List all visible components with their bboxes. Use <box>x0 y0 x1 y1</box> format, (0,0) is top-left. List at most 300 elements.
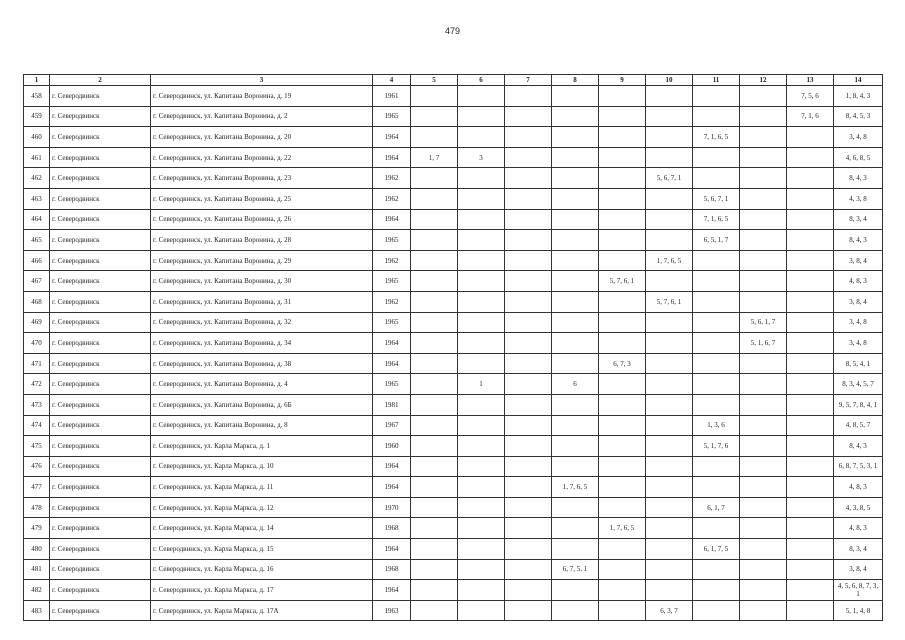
col14-cell: 8, 4, 5, 3 <box>834 106 883 127</box>
col8-cell <box>552 456 599 477</box>
col14-cell: 8, 4, 3 <box>834 436 883 457</box>
col6-cell <box>458 271 505 292</box>
col12-cell <box>740 436 787 457</box>
col13-cell <box>787 168 834 189</box>
col7-cell <box>505 127 552 148</box>
col6-cell <box>458 333 505 354</box>
col13-cell: 7, 5, 6 <box>787 86 834 107</box>
col14-cell: 4, 8, 3 <box>834 271 883 292</box>
col11-cell <box>693 559 740 580</box>
year-cell: 1965 <box>373 230 411 251</box>
year-cell: 1965 <box>373 312 411 333</box>
col10-cell <box>646 497 693 518</box>
table-body <box>24 86 883 621</box>
col14-cell: 3, 4, 8 <box>834 333 883 354</box>
col8-cell <box>552 333 599 354</box>
address-cell: г. Северодвинск, ул. Капитана Воронина, д. 4 <box>151 374 373 395</box>
address-cell: г. Северодвинск, ул. Капитана Воронина, д. 8 <box>151 415 373 436</box>
row-number-cell: 465 <box>24 230 50 251</box>
col7-cell <box>505 600 552 621</box>
page-number: 479 <box>444 26 461 36</box>
table-row <box>24 147 883 168</box>
col9-cell <box>599 539 646 560</box>
table-row <box>24 127 883 148</box>
col8-cell: 6 <box>552 374 599 395</box>
col7-cell <box>505 539 552 560</box>
col9-cell <box>599 559 646 580</box>
col13-cell <box>787 580 834 601</box>
city-cell: г. Северодвинск <box>50 147 151 168</box>
table-row <box>24 333 883 354</box>
col8-cell <box>552 580 599 601</box>
col11-cell: 5, 6, 7, 1 <box>693 188 740 209</box>
col7-cell <box>505 168 552 189</box>
col6-cell <box>458 127 505 148</box>
address-cell: г. Северодвинск, ул. Капитана Воронина, д. 32 <box>151 312 373 333</box>
col14-cell: 8, 4, 3 <box>834 168 883 189</box>
col14-cell: 3, 4, 8 <box>834 127 883 148</box>
col13-cell <box>787 209 834 230</box>
col5-cell <box>411 291 458 312</box>
city-cell: г. Северодвинск <box>50 394 151 415</box>
col12-cell <box>740 168 787 189</box>
col9-cell <box>599 209 646 230</box>
col10-cell <box>646 271 693 292</box>
col12-cell <box>740 86 787 107</box>
col8-cell <box>552 436 599 457</box>
col6-cell <box>458 497 505 518</box>
year-cell: 1967 <box>373 415 411 436</box>
col11-cell: 1, 3, 6 <box>693 415 740 436</box>
year-cell: 1964 <box>373 353 411 374</box>
col12-cell <box>740 147 787 168</box>
col10-cell <box>646 436 693 457</box>
row-number-cell: 460 <box>24 127 50 148</box>
city-cell: г. Северодвинск <box>50 580 151 601</box>
row-number-cell: 475 <box>24 436 50 457</box>
city-cell: г. Северодвинск <box>50 539 151 560</box>
row-number-cell: 479 <box>24 518 50 539</box>
city-cell: г. Северодвинск <box>50 456 151 477</box>
col13-cell <box>787 415 834 436</box>
col9-cell <box>599 374 646 395</box>
address-cell: г. Северодвинск, ул. Капитана Воронина, д. 31 <box>151 291 373 312</box>
column-header: 6 <box>458 75 505 86</box>
row-number-cell: 458 <box>24 86 50 107</box>
col10-cell <box>646 394 693 415</box>
city-cell: г. Северодвинск <box>50 127 151 148</box>
col14-cell: 3, 8, 4 <box>834 559 883 580</box>
address-cell: г. Северодвинск, ул. Капитана Воронина, д. 29 <box>151 250 373 271</box>
col7-cell <box>505 230 552 251</box>
col11-cell <box>693 250 740 271</box>
col10-cell <box>646 580 693 601</box>
col9-cell <box>599 600 646 621</box>
col5-cell <box>411 436 458 457</box>
col10-cell <box>646 209 693 230</box>
year-cell: 1964 <box>373 580 411 601</box>
table-row <box>24 580 883 601</box>
column-header: 8 <box>552 75 599 86</box>
col8-cell <box>552 188 599 209</box>
address-cell: г. Северодвинск, ул. Карла Маркса, д. 11 <box>151 477 373 498</box>
col9-cell <box>599 456 646 477</box>
col7-cell <box>505 456 552 477</box>
col7-cell <box>505 497 552 518</box>
address-cell: г. Северодвинск, ул. Капитана Воронина, д. 20 <box>151 127 373 148</box>
col5-cell <box>411 106 458 127</box>
col13-cell <box>787 271 834 292</box>
col12-cell <box>740 374 787 395</box>
col8-cell <box>552 415 599 436</box>
table-row <box>24 86 883 107</box>
col6-cell <box>458 291 505 312</box>
row-number-cell: 476 <box>24 456 50 477</box>
col9-cell <box>599 230 646 251</box>
col8-cell: 1, 7, 6, 5 <box>552 477 599 498</box>
col13-cell <box>787 600 834 621</box>
col14-cell: 6, 8, 7, 5, 3, 1 <box>834 456 883 477</box>
row-number-cell: 470 <box>24 333 50 354</box>
col5-cell <box>411 188 458 209</box>
table-row <box>24 477 883 498</box>
col5-cell <box>411 250 458 271</box>
table-row <box>24 559 883 580</box>
col10-cell <box>646 477 693 498</box>
row-number-cell: 472 <box>24 374 50 395</box>
table-row <box>24 497 883 518</box>
row-number-cell: 474 <box>24 415 50 436</box>
col5-cell <box>411 230 458 251</box>
col12-cell <box>740 539 787 560</box>
city-cell: г. Северодвинск <box>50 250 151 271</box>
year-cell: 1962 <box>373 168 411 189</box>
col11-cell: 6, 1, 7, 5 <box>693 539 740 560</box>
city-cell: г. Северодвинск <box>50 374 151 395</box>
city-cell: г. Северодвинск <box>50 518 151 539</box>
col5-cell <box>411 518 458 539</box>
col10-cell <box>646 230 693 251</box>
row-number-cell: 466 <box>24 250 50 271</box>
col11-cell: 6, 1, 7 <box>693 497 740 518</box>
col10-cell <box>646 333 693 354</box>
row-number-cell: 464 <box>24 209 50 230</box>
col7-cell <box>505 147 552 168</box>
col10-cell: 5, 7, 6, 1 <box>646 291 693 312</box>
column-header: 9 <box>599 75 646 86</box>
column-header: 12 <box>740 75 787 86</box>
col7-cell <box>505 477 552 498</box>
address-cell: г. Северодвинск, ул. Капитана Воронина, д. 2 <box>151 106 373 127</box>
col9-cell <box>599 436 646 457</box>
col10-cell <box>646 188 693 209</box>
col12-cell <box>740 456 787 477</box>
col7-cell <box>505 250 552 271</box>
col8-cell <box>552 353 599 374</box>
year-cell: 1968 <box>373 559 411 580</box>
city-cell: г. Северодвинск <box>50 477 151 498</box>
col12-cell <box>740 291 787 312</box>
col8-cell <box>552 168 599 189</box>
col11-cell <box>693 86 740 107</box>
col9-cell <box>599 147 646 168</box>
col12-cell <box>740 394 787 415</box>
year-cell: 1962 <box>373 188 411 209</box>
row-number-cell: 463 <box>24 188 50 209</box>
col7-cell <box>505 291 552 312</box>
col5-cell <box>411 559 458 580</box>
col14-cell: 8, 3, 4 <box>834 209 883 230</box>
year-cell: 1964 <box>373 147 411 168</box>
city-cell: г. Северодвинск <box>50 168 151 189</box>
col6-cell <box>458 188 505 209</box>
col9-cell <box>599 250 646 271</box>
col6-cell <box>458 456 505 477</box>
col13-cell <box>787 456 834 477</box>
col5-cell <box>411 209 458 230</box>
col5-cell <box>411 600 458 621</box>
col7-cell <box>505 333 552 354</box>
col12-cell <box>740 188 787 209</box>
col13-cell <box>787 353 834 374</box>
address-cell: г. Северодвинск, ул. Капитана Воронина, д. 28 <box>151 230 373 251</box>
table-row <box>24 271 883 292</box>
col8-cell <box>552 209 599 230</box>
col11-cell <box>693 600 740 621</box>
col13-cell <box>787 312 834 333</box>
row-number-cell: 481 <box>24 559 50 580</box>
table-row <box>24 188 883 209</box>
col9-cell: 6, 7, 3 <box>599 353 646 374</box>
table-row <box>24 230 883 251</box>
address-cell: г. Северодвинск, ул. Карла Маркса, д. 1 <box>151 436 373 457</box>
col11-cell <box>693 291 740 312</box>
col10-cell <box>646 353 693 374</box>
header-row <box>24 75 883 86</box>
col7-cell <box>505 559 552 580</box>
city-cell: г. Северодвинск <box>50 209 151 230</box>
address-cell: г. Северодвинск, ул. Капитана Воронина, д. 25 <box>151 188 373 209</box>
table-row <box>24 209 883 230</box>
col14-cell: 4, 3, 8, 5 <box>834 497 883 518</box>
col12-cell <box>740 271 787 292</box>
col6-cell <box>458 394 505 415</box>
column-header: 2 <box>50 75 151 86</box>
row-number-cell: 478 <box>24 497 50 518</box>
address-cell: г. Северодвинск, ул. Капитана Воронина, д. 34 <box>151 333 373 354</box>
col9-cell: 5, 7, 6, 1 <box>599 271 646 292</box>
col13-cell <box>787 539 834 560</box>
col8-cell <box>552 147 599 168</box>
col8-cell <box>552 250 599 271</box>
address-cell: г. Северодвинск, ул. Капитана Воронина, д. 30 <box>151 271 373 292</box>
city-cell: г. Северодвинск <box>50 415 151 436</box>
table-row <box>24 291 883 312</box>
col8-cell <box>552 291 599 312</box>
col11-cell <box>693 477 740 498</box>
col11-cell: 6, 5, 1, 7 <box>693 230 740 251</box>
col12-cell: 5, 1, 6, 7 <box>740 333 787 354</box>
address-cell: г. Северодвинск, ул. Капитана Воронина, д. 38 <box>151 353 373 374</box>
col11-cell: 5, 1, 7, 6 <box>693 436 740 457</box>
year-cell: 1960 <box>373 436 411 457</box>
col11-cell <box>693 374 740 395</box>
col10-cell <box>646 86 693 107</box>
col7-cell <box>505 436 552 457</box>
col13-cell <box>787 188 834 209</box>
col10-cell: 1, 7, 6, 5 <box>646 250 693 271</box>
col11-cell <box>693 353 740 374</box>
col6-cell <box>458 209 505 230</box>
col14-cell: 3, 8, 4 <box>834 291 883 312</box>
col6-cell <box>458 539 505 560</box>
col11-cell <box>693 106 740 127</box>
col7-cell <box>505 106 552 127</box>
row-number-cell: 468 <box>24 291 50 312</box>
col5-cell <box>411 353 458 374</box>
col10-cell <box>646 106 693 127</box>
col10-cell <box>646 539 693 560</box>
address-cell: г. Северодвинск, ул. Карла Маркса, д. 15 <box>151 539 373 560</box>
col8-cell: 6, 7, 5, 1 <box>552 559 599 580</box>
col7-cell <box>505 580 552 601</box>
col13-cell <box>787 477 834 498</box>
col8-cell <box>552 86 599 107</box>
address-cell: г. Северодвинск, ул. Капитана Воронина, д. 6Б <box>151 394 373 415</box>
col12-cell <box>740 209 787 230</box>
col7-cell <box>505 518 552 539</box>
col6-cell <box>458 477 505 498</box>
col5-cell <box>411 415 458 436</box>
col10-cell: 5, 6, 7, 1 <box>646 168 693 189</box>
year-cell: 1964 <box>373 539 411 560</box>
table-row <box>24 168 883 189</box>
table-row <box>24 436 883 457</box>
col13-cell <box>787 436 834 457</box>
col11-cell <box>693 456 740 477</box>
row-number-cell: 473 <box>24 394 50 415</box>
year-cell: 1964 <box>373 456 411 477</box>
col14-cell: 4, 6, 8, 5 <box>834 147 883 168</box>
col5-cell <box>411 127 458 148</box>
col14-cell: 8, 4, 3 <box>834 230 883 251</box>
city-cell: г. Северодвинск <box>50 230 151 251</box>
col5-cell <box>411 456 458 477</box>
col12-cell <box>740 497 787 518</box>
col10-cell <box>646 147 693 168</box>
col12-cell <box>740 600 787 621</box>
col10-cell <box>646 456 693 477</box>
table-row <box>24 456 883 477</box>
col9-cell <box>599 312 646 333</box>
year-cell: 1962 <box>373 291 411 312</box>
year-cell: 1970 <box>373 497 411 518</box>
city-cell: г. Северодвинск <box>50 86 151 107</box>
year-cell: 1965 <box>373 106 411 127</box>
col12-cell <box>740 127 787 148</box>
col13-cell <box>787 374 834 395</box>
col12-cell <box>740 106 787 127</box>
col7-cell <box>505 271 552 292</box>
city-cell: г. Северодвинск <box>50 436 151 457</box>
col9-cell <box>599 394 646 415</box>
col5-cell <box>411 312 458 333</box>
col14-cell: 8, 3, 4, 5, 7 <box>834 374 883 395</box>
col7-cell <box>505 415 552 436</box>
address-cell: г. Северодвинск, ул. Капитана Воронина, д. 19 <box>151 86 373 107</box>
col9-cell <box>599 477 646 498</box>
city-cell: г. Северодвинск <box>50 312 151 333</box>
col6-cell <box>458 580 505 601</box>
col11-cell: 7, 1, 6, 5 <box>693 209 740 230</box>
col7-cell <box>505 209 552 230</box>
city-cell: г. Северодвинск <box>50 291 151 312</box>
address-cell: г. Северодвинск, ул. Карла Маркса, д. 10 <box>151 456 373 477</box>
city-cell: г. Северодвинск <box>50 271 151 292</box>
col8-cell <box>552 312 599 333</box>
address-cell: г. Северодвинск, ул. Капитана Воронина, д. 26 <box>151 209 373 230</box>
year-cell: 1964 <box>373 477 411 498</box>
table-row <box>24 374 883 395</box>
row-number-cell: 480 <box>24 539 50 560</box>
col7-cell <box>505 312 552 333</box>
col5-cell <box>411 497 458 518</box>
col8-cell <box>552 394 599 415</box>
col11-cell <box>693 580 740 601</box>
col12-cell <box>740 477 787 498</box>
col5-cell <box>411 333 458 354</box>
row-number-cell: 459 <box>24 106 50 127</box>
col13-cell <box>787 230 834 251</box>
col8-cell <box>552 106 599 127</box>
col12-cell <box>740 559 787 580</box>
city-cell: г. Северодвинск <box>50 106 151 127</box>
col5-cell <box>411 374 458 395</box>
row-number-cell: 469 <box>24 312 50 333</box>
col11-cell <box>693 312 740 333</box>
col11-cell <box>693 168 740 189</box>
column-header: 11 <box>693 75 740 86</box>
col10-cell <box>646 559 693 580</box>
year-cell: 1961 <box>373 86 411 107</box>
col14-cell: 8, 5, 4, 1 <box>834 353 883 374</box>
column-header: 4 <box>373 75 411 86</box>
col14-cell: 9, 5, 7, 8, 4, 1 <box>834 394 883 415</box>
column-header: 7 <box>505 75 552 86</box>
col13-cell <box>787 127 834 148</box>
year-cell: 1965 <box>373 374 411 395</box>
col10-cell <box>646 518 693 539</box>
col8-cell <box>552 230 599 251</box>
table-row <box>24 106 883 127</box>
table-header <box>24 75 883 86</box>
col10-cell <box>646 415 693 436</box>
col6-cell <box>458 353 505 374</box>
address-cell: г. Северодвинск, ул. Карла Маркса, д. 17А <box>151 600 373 621</box>
row-number-cell: 483 <box>24 600 50 621</box>
column-header: 13 <box>787 75 834 86</box>
col12-cell <box>740 250 787 271</box>
table-row <box>24 250 883 271</box>
col14-cell: 4, 8, 3 <box>834 477 883 498</box>
col6-cell <box>458 86 505 107</box>
address-cell: г. Северодвинск, ул. Карла Маркса, д. 16 <box>151 559 373 580</box>
col9-cell <box>599 333 646 354</box>
col6-cell <box>458 312 505 333</box>
col14-cell: 4, 8, 3 <box>834 518 883 539</box>
col12-cell <box>740 230 787 251</box>
col13-cell <box>787 394 834 415</box>
